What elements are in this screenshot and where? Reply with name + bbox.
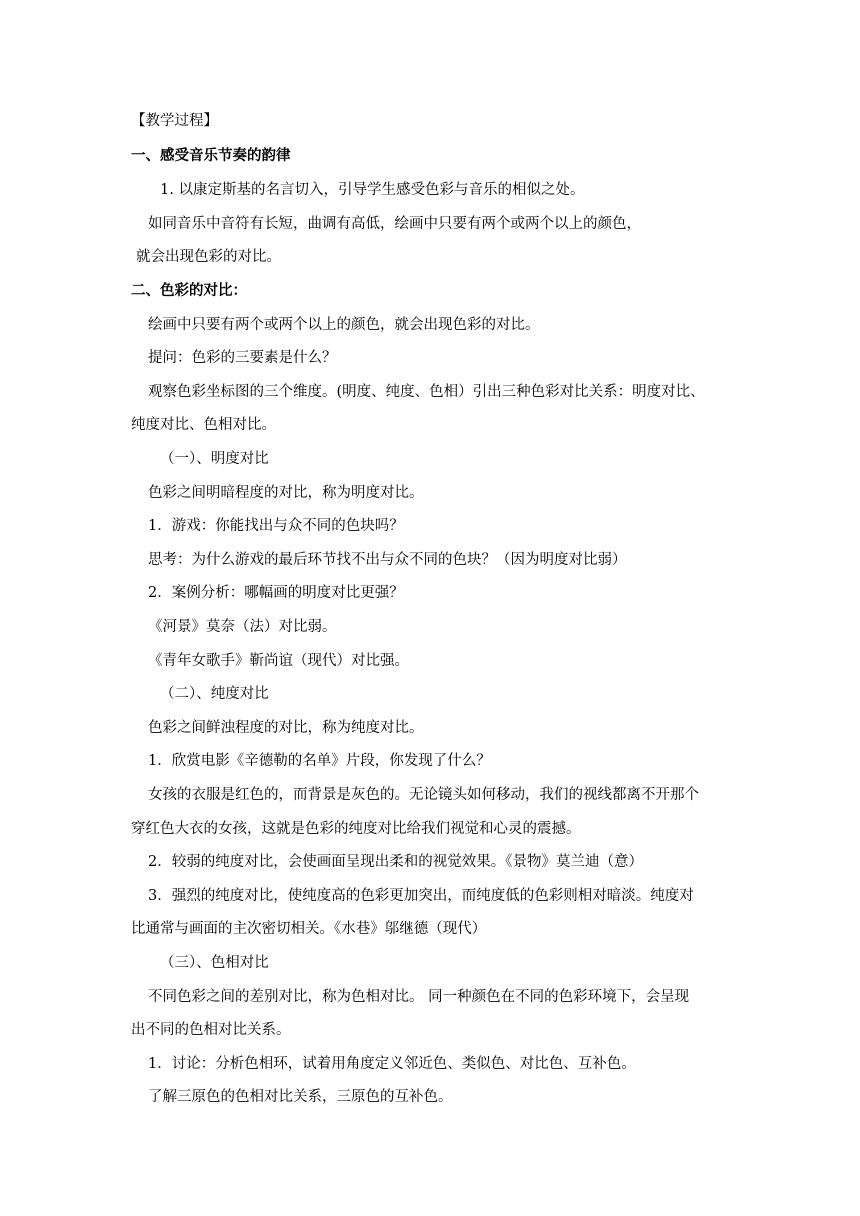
- paragraph: 《河景》莫奈（法）对比弱。: [148, 619, 337, 635]
- paragraph: 纯度对比、色相对比。: [131, 417, 276, 433]
- subheading: （一）、明度对比: [160, 451, 269, 467]
- paragraph: 出不同的色相对比关系。: [131, 1022, 291, 1038]
- paragraph: 色彩之间明暗程度的对比，称为明度对比。: [148, 485, 424, 501]
- paragraph: 绘画中只要有两个或两个以上的颜色，就会出现色彩的对比。: [148, 317, 540, 333]
- paragraph: 1．欣赏电影《辛德勒的名单》片段，你发现了什么？: [148, 753, 491, 769]
- paragraph: 比通常与画面的主次密切相关。《水巷》邬继德（现代）: [131, 921, 487, 937]
- subheading: （三）、色相对比: [160, 955, 269, 971]
- heading-1: 一、感受音乐节奏的韵律: [131, 148, 291, 164]
- paragraph: 女孩的衣服是红色的，而背景是灰色的。无论镜头如何移动，我们的视线都离不开那个: [148, 787, 699, 803]
- paragraph: 1. 以康定斯基的名言切入，引导学生感受色彩与音乐的相似之处。: [160, 182, 585, 198]
- paragraph: 穿红色大衣的女孩，这就是色彩的纯度对比给我们视觉和心灵的震撼。: [131, 821, 581, 837]
- paragraph: 1．讨论：分析色相环，试着用角度定义邻近色、类似色、对比色、互补色。: [148, 1056, 636, 1072]
- section-title: 【教学过程】: [131, 113, 218, 129]
- paragraph: 1．游戏：你能找出与众不同的色块吗？: [148, 518, 404, 534]
- paragraph: 2．案例分析：哪幅画的明度对比更强？: [148, 585, 404, 601]
- paragraph: 思考：为什么游戏的最后环节找不出与众不同的色块？（因为明度对比弱）: [148, 552, 627, 568]
- paragraph: 色彩之间鲜浊程度的对比，称为纯度对比。: [148, 720, 424, 736]
- paragraph: 2．较弱的纯度对比，会使画面呈现出柔和的视觉效果。《景物》莫兰迪（意）: [148, 854, 643, 870]
- paragraph: 如同音乐中音符有长短，曲调有高低，绘画中只要有两个或两个以上的颜色，: [148, 216, 641, 232]
- paragraph: 不同色彩之间的差别对比，称为色相对比。 同一种颜色在不同的色彩环境下，会呈现: [148, 989, 690, 1005]
- paragraph: 观察色彩坐标图的三个维度。(明度、纯度、色相）引出三种色彩对比关系：明度对比、: [148, 384, 705, 400]
- paragraph: 了解三原色的色相对比关系，三原色的互补色。: [148, 1089, 453, 1105]
- paragraph: 《青年女歌手》靳尚谊（现代）对比强。: [148, 653, 409, 669]
- paragraph: 3．强烈的纯度对比，使纯度高的色彩更加突出，而纯度低的色彩则相对暗淡。纯度对: [148, 888, 694, 904]
- heading-2: 二、色彩的对比：: [131, 283, 247, 299]
- paragraph: 提问：色彩的三要素是什么？: [148, 350, 337, 366]
- subheading: （二）、纯度对比: [160, 686, 269, 702]
- paragraph: 就会出现色彩的对比。: [136, 249, 281, 265]
